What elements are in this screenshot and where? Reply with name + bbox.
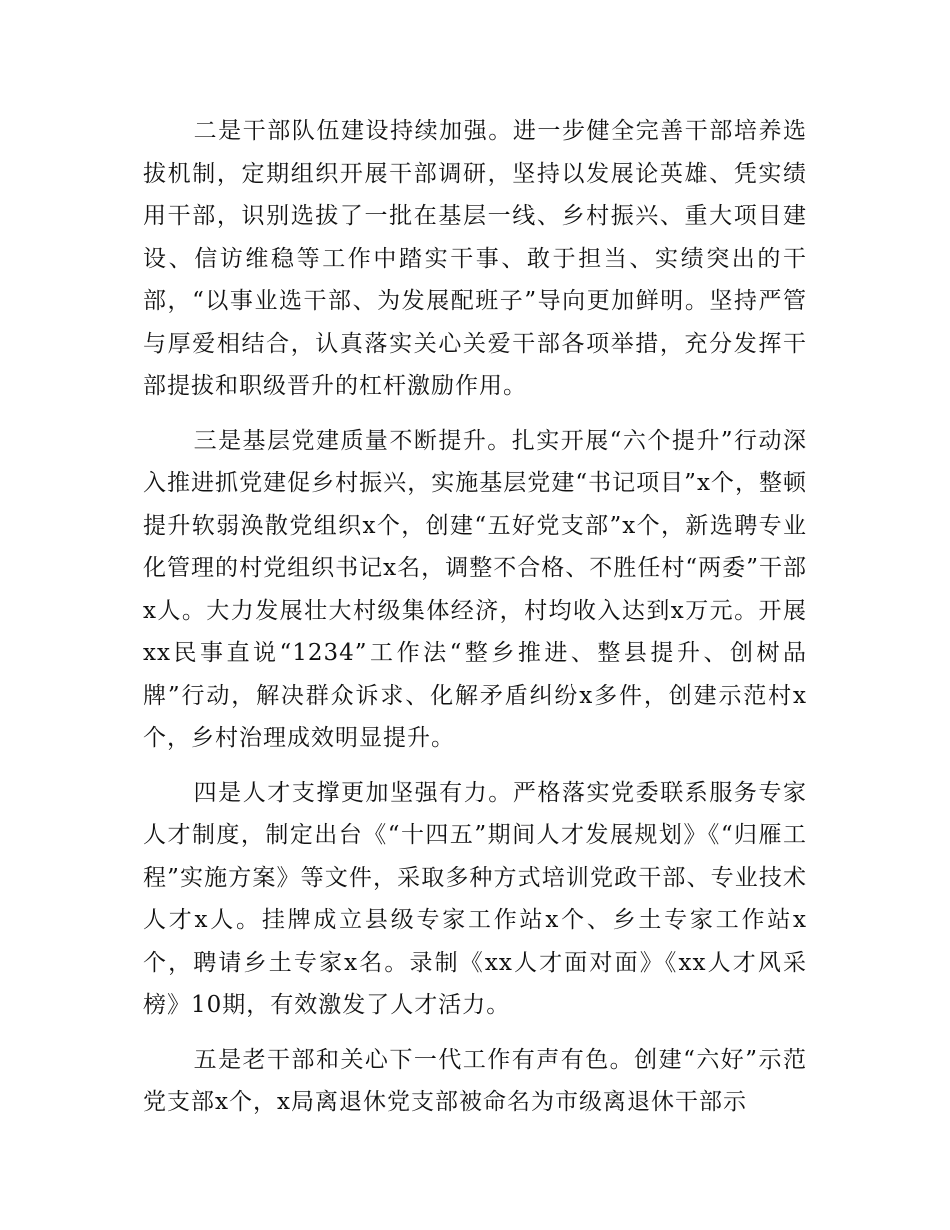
document-body — [143, 110, 807, 1136]
paragraph-talent-support: 四是人才支撑更加坚强有力。严格落实党委联系服务专家人才制度，制定出台《“十四五”期间人才发展规划》《“归雁工程”实施方案》等文件，采取多种方式培训党政干部、专业技术人才x人。挂牌成立县级专家工作站x个、乡土专家工作站x个，聘请乡土专家x名。录制《xx人才面对面》《xx人才风采榜》10期，有效激发了人才活力。 — [143, 779, 807, 1018]
paragraph-grassroots-party-building: 三是基层党建质量不断提升。扎实开展“六个提升”行动深入推进抓党建促乡村振兴，实施基层党建“书记项目”x个，整顿提升软弱涣散党组织x个，创建“五好党支部”x个，新选聘专业化管理的村党组织书记x名，调整不合格、不胜任村“两委”干部x人。大力发展壮大村级集体经济，村均收入达到x万元。开展xx民事直说“1234”工作法“整乡推进、整县提升、创树品牌”行动，解决群众诉求、化解矛盾纠纷x多件，创建示范村x个，乡村治理成效明显提升。 — [143, 427, 807, 751]
paragraph-veteran-cadres: 五是老干部和关心下一代工作有声有色。创建“六好”示范党支部x个，x局离退休党支部被命名为市级离退休干部示 — [143, 1046, 807, 1115]
paragraph-cadre-team: 二是干部队伍建设持续加强。进一步健全完善干部培养选拔机制，定期组织开展干部调研，坚持以发展论英雄、凭实绩用干部，识别选拔了一批在基层一线、乡村振兴、重大项目建设、信访维稳等工作中踏实干事、敢于担当、实绩突出的干部，“以事业选干部、为发展配班子”导向更加鲜明。坚持严管与厚爱相结合，认真落实关心关爱干部各项举措，充分发挥干部提拔和职级晋升的杠杆激励作用。 — [143, 118, 807, 399]
